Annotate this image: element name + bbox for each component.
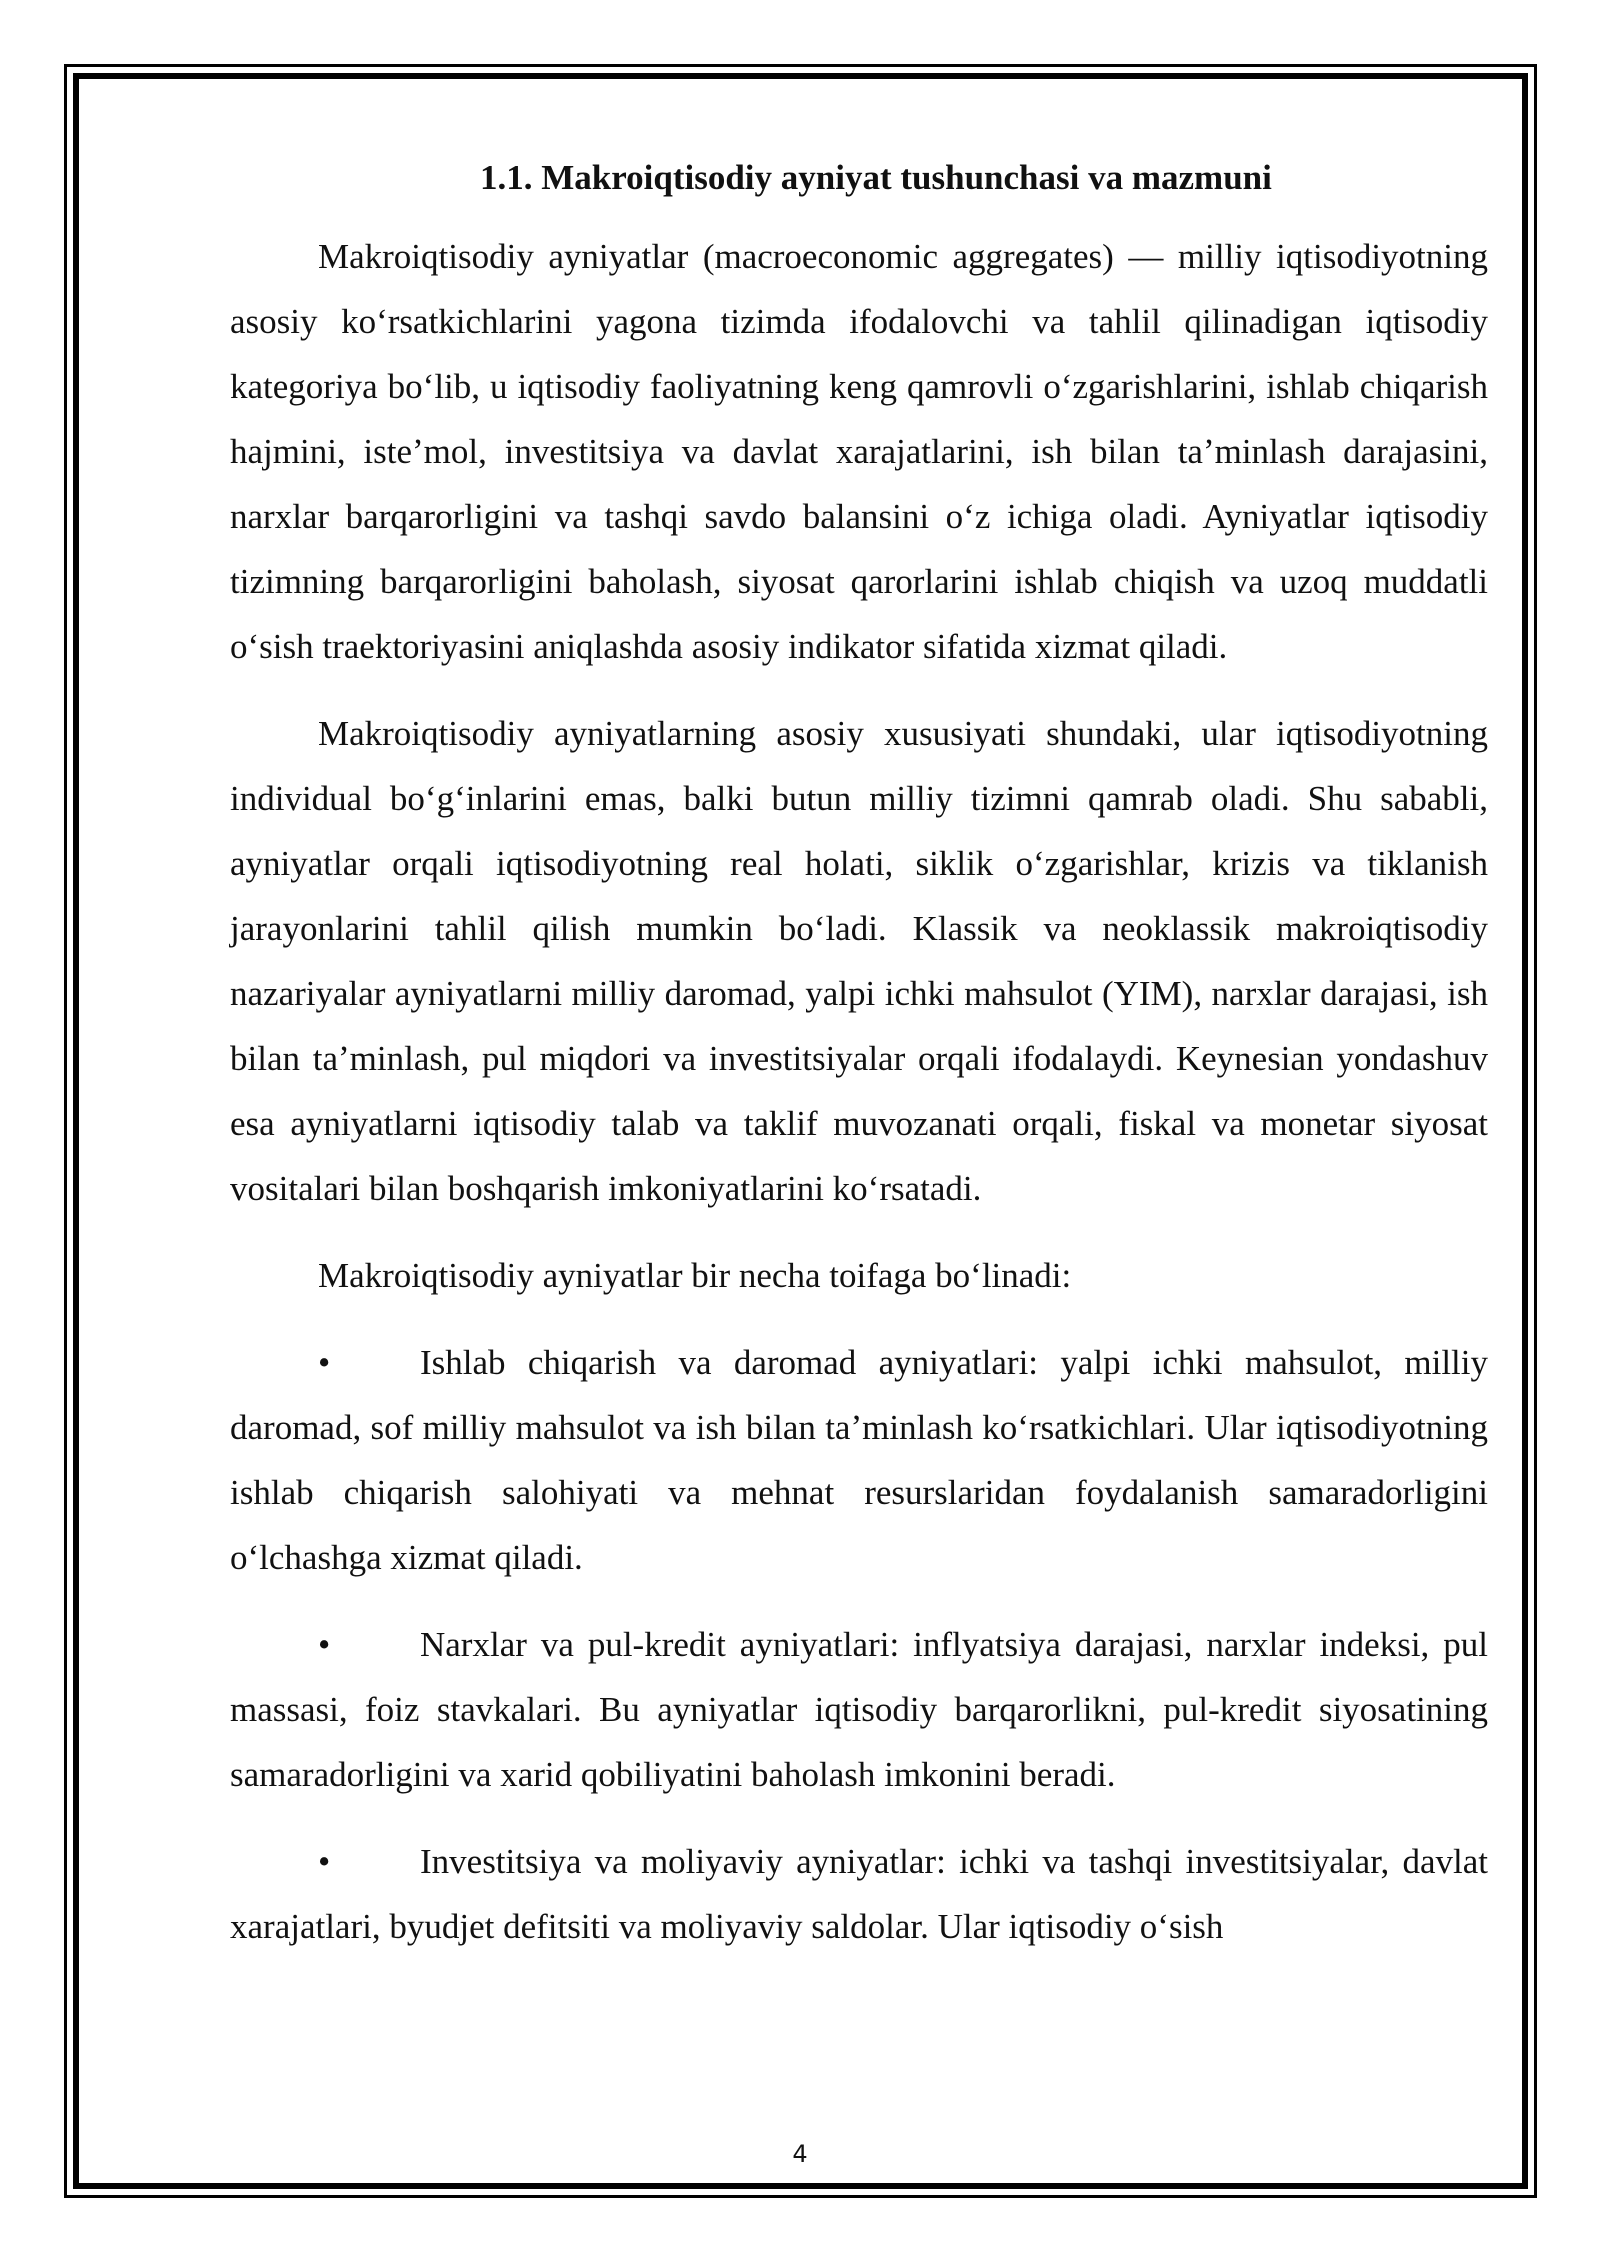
bullet-marker: • xyxy=(318,1842,331,1881)
bullet-marker: • xyxy=(318,1343,331,1382)
paragraph-features: Makroiqtisodiy ayniyatlarning asosiy xususiyati shundaki, ular iqtisodiyotning individual boʻgʻinlarini emas, balki butun milliy tizimni qamrab oladi. Shu sababli, ayniyatlar orqali iqtisodiyotning real holati, siklik oʻzgarishlar, krizis va tiklanish jarayonlarini tahlil qilish mumkin boʻladi. Klassik va neoklassik makroiqtisodiy nazariyalar ayniyatlarni milliy daromad, yalpi ichki mahsulot (YIM), narxlar darajasi, ish bilan taʼminlash, pul miqdori va investitsiyalar orqali ifodalaydi. Keynesian yondashuv esa ayniyatlarni iqtisodiy talab va taklif muvozanati orqali, fiskal va monetar siyosat vositalari bilan boshqarish imkoniyatlarini koʻrsatadi. xyxy=(230,714,1488,1208)
bullet-text: Ishlab chiqarish va daromad ayniyatlari: yalpi ichki mahsulot, milliy daromad, sof milliy mahsulot va ish bilan taʼminlash koʻrsatkichlari. Ular iqtisodiyotning ishlab chiqarish salohiyati va mehnat resurslaridan foydalanish samaradorligini oʻlchashga xizmat qiladi. xyxy=(230,1343,1488,1577)
page-content xyxy=(230,150,1488,1981)
bullet-item-production xyxy=(230,1330,1488,1590)
bullet-item-investment xyxy=(230,1829,1488,1959)
bullet-text: Investitsiya va moliyaviy ayniyatlar: ichki va tashqi investitsiyalar, davlat xarajatlari, byudjet defitsiti va moliyaviy saldolar. Ular iqtisodiy oʻsish xyxy=(230,1842,1488,1946)
bullet-item-prices xyxy=(230,1612,1488,1807)
paragraph-categories-intro: Makroiqtisodiy ayniyatlar bir necha toifaga boʻlinadi: xyxy=(318,1256,1072,1295)
bullet-marker: • xyxy=(318,1625,331,1664)
paragraph-definition: Makroiqtisodiy ayniyatlar (macroeconomic aggregates) — milliy iqtisodiyotning asosiy koʻrsatkichlarini yagona tizimda ifodalovchi va tahlil qilinadigan iqtisodiy kategoriya boʻlib, u iqtisodiy faoliyatning keng qamrovli oʻzgarishlarini, ishlab chiqarish hajmini, isteʼmol, investitsiya va davlat xarajatlarini, ish bilan taʼminlash darajasini, narxlar barqarorligini va tashqi savdo balansini oʻz ichiga oladi. Ayniyatlar iqtisodiy tizimning barqarorligini baholash, siyosat qarorlarini ishlab chiqish va uzoq muddatli oʻsish traektoriyasini aniqlashda asosiy indikator sifatida xizmat qiladi. xyxy=(230,237,1488,666)
bullet-text: Narxlar va pul-kredit ayniyatlari: inflyatsiya darajasi, narxlar indeksi, pul massasi, foiz stavkalari. Bu ayniyatlar iqtisodiy barqarorlikni, pul-kredit siyosatining samaradorligini va xarid qobiliyatini baholash imkonini beradi. xyxy=(230,1625,1488,1794)
page-number: 4 xyxy=(792,2140,808,2168)
section-title: 1.1. Makroiqtisodiy ayniyat tushunchasi va mazmuni xyxy=(480,158,1272,197)
